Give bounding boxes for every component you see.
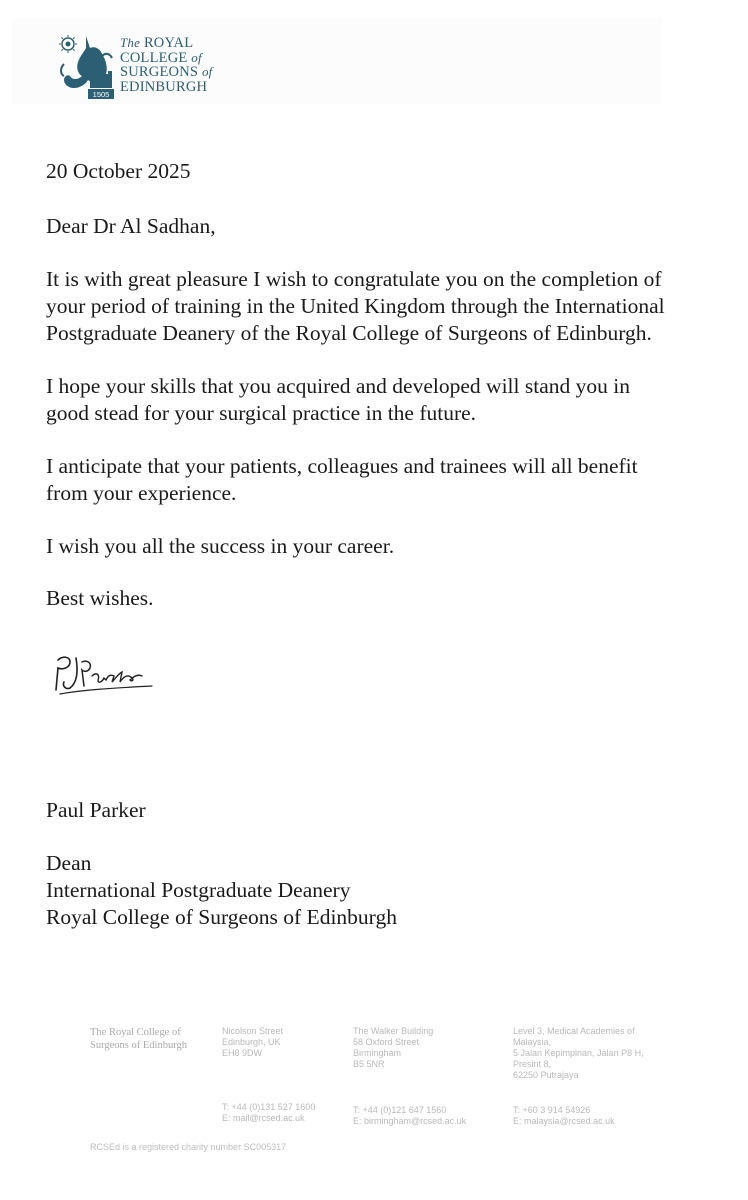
footer-malaysia-contact: T: +60 3 914 54926 E: malaysia@rcsed.ac.uk xyxy=(513,1105,615,1126)
letter-footer xyxy=(0,1020,748,1160)
unicorn-crest-icon xyxy=(56,34,118,100)
footer-edinburgh-address: Nicolson Street Edinburgh, UK EH8 9DW xyxy=(222,1026,284,1058)
logo-year: 1505 xyxy=(92,90,110,99)
handwritten-signature xyxy=(52,650,162,700)
text-line: good stead for your surgical practice in the future. xyxy=(46,401,477,425)
text-line: Postgraduate Deanery of the Royal College of Surgeons of Edinburgh. xyxy=(46,321,652,345)
footer-edinburgh-contact: T: +44 (0)131 527 1600 E: mail@rcsed.ac.uk xyxy=(222,1102,316,1123)
footer-malaysia-address: Level 3, Medical Academies of Malaysia, 5 Jalan Kepimpinan, Jalan P8 H, Presint 8, 62250 Putrajaya xyxy=(513,1026,644,1080)
signatory-name: Paul Parker xyxy=(46,798,146,822)
rcsed-logo xyxy=(56,34,236,100)
salutation: Dear Dr Al Sadhan, xyxy=(46,214,216,238)
signatory-title: Dean xyxy=(46,851,92,875)
logo-wordmark: The ROYAL COLLEGE of SURGEONS of EDINBURGH xyxy=(120,35,213,95)
closing: Best wishes. xyxy=(46,586,154,610)
footer-org-name: The Royal College of Surgeons of Edinburgh xyxy=(90,1027,188,1051)
footer-birmingham-address: The Walker Building 58 Oxford Street Birmingham B5 5NR xyxy=(353,1026,434,1069)
footer-birmingham-contact: T: +44 (0)121 647 1560 E: birmingham@rcsed.ac.uk xyxy=(353,1105,467,1126)
paragraph-success: I wish you all the success in your career. xyxy=(46,534,395,558)
text-line: from your experience. xyxy=(46,481,237,505)
letter-date: 20 October 2025 xyxy=(46,159,191,183)
signatory-department: International Postgraduate Deanery xyxy=(46,878,351,902)
text-line: It is with great pleasure I wish to congratulate you on the completion of xyxy=(46,267,662,291)
footer-charity-number: RCSEd is a registered charity number SC005317 xyxy=(90,1142,287,1152)
text-line: I hope your skills that you acquired and developed will stand you in xyxy=(46,374,630,398)
text-line: your period of training in the United Kingdom through the International xyxy=(46,294,665,318)
signatory-organization: Royal College of Surgeons of Edinburgh xyxy=(46,905,397,929)
text-line: I anticipate that your patients, colleagues and trainees will all benefit xyxy=(46,454,638,478)
